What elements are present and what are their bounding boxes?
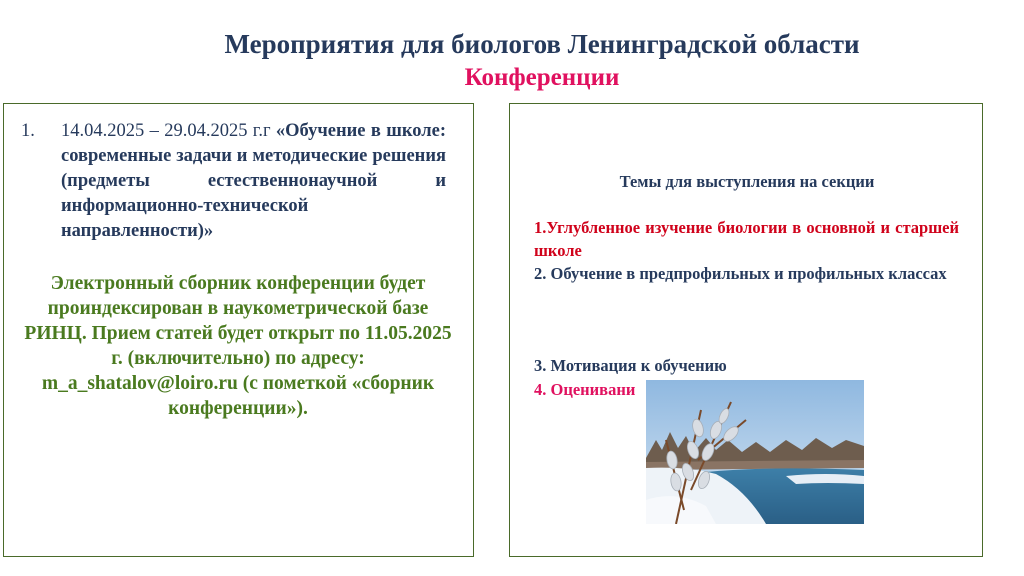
topic-item: 3. Мотивация к обучению: [534, 356, 727, 375]
conference-list-item: [21, 119, 446, 244]
pussy-willow-photo: [646, 380, 864, 524]
topics-heading: Темы для выступления на секции: [619, 172, 875, 191]
topic-item: 1.Углубленное изучение биологии в основной и старшей школе: [534, 218, 959, 260]
conference-title: «Обучение в школе: современные задачи и методические решения (предметы естественнонаучной и информационно-технической направленности)»: [61, 121, 446, 241]
topic-item: 2. Обучение в предпрофильных и профильных классах: [534, 264, 947, 283]
topic-item: 4. Оценивани: [534, 380, 636, 399]
conference-info-panel: [3, 103, 474, 557]
page-subtitle: Конференции: [464, 64, 620, 91]
conference-description: [61, 119, 446, 244]
page-title: Мероприятия для биологов Ленинградской области: [224, 29, 860, 59]
conference-dates: 14.04.2025 – 29.04.2025 г.г: [61, 121, 271, 141]
proceedings-note: Электронный сборник конференции будет проиндексирован в наукометрической базе РИНЦ. Прием статей будет открыт по 11.05.2025 г. (включительно) по адресу: m_a_shatalov@loiro.ru (с пометкой «сборник конференции»).: [24, 273, 452, 419]
list-item-number: 1.: [21, 121, 35, 141]
